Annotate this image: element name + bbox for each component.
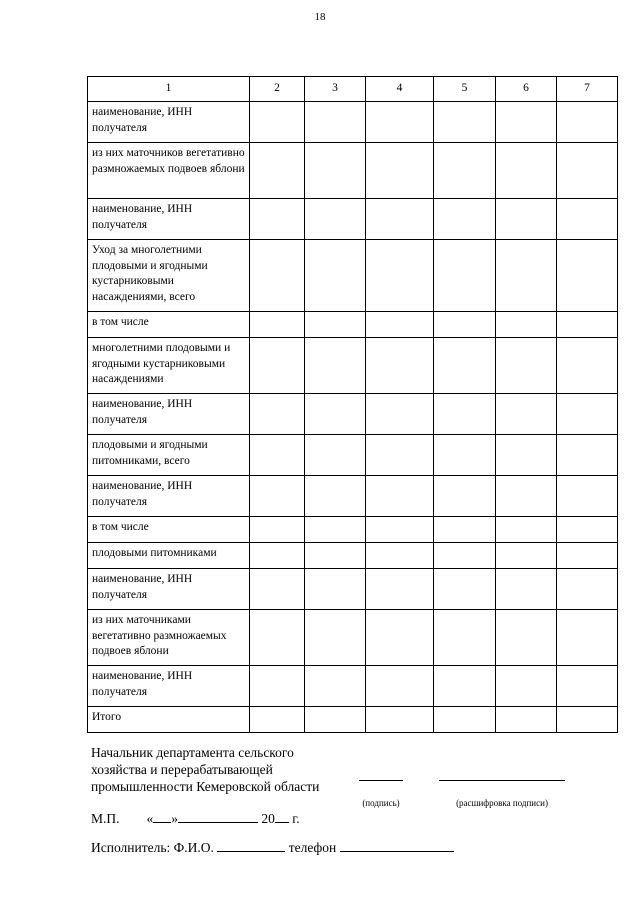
table-row (88, 143, 618, 199)
table-cell (434, 476, 496, 517)
table-row (88, 435, 618, 476)
row-label: плодовыми питомниками (88, 543, 250, 569)
signature-line (359, 780, 403, 781)
table-row (88, 666, 618, 707)
position-line-3: промышленности Кемеровской области (91, 779, 320, 794)
table-cell (366, 666, 434, 707)
table-row (88, 102, 618, 143)
table-cell (434, 610, 496, 666)
executor-name-blank (217, 851, 285, 852)
table-cell (250, 199, 305, 240)
table-cell (557, 199, 618, 240)
table-cell (250, 240, 305, 312)
table-cell (305, 199, 366, 240)
table-row (88, 199, 618, 240)
table-cell (496, 102, 557, 143)
table-cell (250, 102, 305, 143)
table-cell (366, 199, 434, 240)
table-cell (305, 312, 366, 338)
table-cell (496, 543, 557, 569)
table-row (88, 517, 618, 543)
table-cell (305, 666, 366, 707)
row-label: в том числе (88, 517, 250, 543)
table-cell (250, 666, 305, 707)
year-blank (275, 822, 289, 823)
year-suffix: г. (292, 811, 300, 826)
column-header: 2 (250, 77, 305, 102)
table-cell (496, 143, 557, 199)
table-cell (557, 666, 618, 707)
table-cell (305, 102, 366, 143)
table-cell (434, 240, 496, 312)
table-cell (557, 610, 618, 666)
table-cell (366, 569, 434, 610)
table-cell (434, 102, 496, 143)
table-header-row (88, 77, 618, 102)
table-row (88, 240, 618, 312)
column-header: 3 (305, 77, 366, 102)
table-cell (434, 312, 496, 338)
table-cell (250, 569, 305, 610)
table-cell (434, 569, 496, 610)
table-cell (305, 338, 366, 394)
phone-label: телефон (288, 840, 337, 855)
table-cell (305, 569, 366, 610)
row-label: плодовыми и ягодными питомниками, всего (88, 435, 250, 476)
table-cell (434, 666, 496, 707)
table-row (88, 707, 618, 733)
table-cell (496, 569, 557, 610)
table-cell (366, 312, 434, 338)
table-cell (496, 312, 557, 338)
table-row (88, 610, 618, 666)
table-row (88, 569, 618, 610)
row-label: Уход за многолетними плодовыми и ягодными кустарниковыми насаждениями, всего (88, 240, 250, 312)
column-header: 1 (88, 77, 250, 102)
table-cell (250, 476, 305, 517)
year-prefix: 20 (261, 811, 275, 826)
row-label: наименование, ИНН получателя (88, 394, 250, 435)
table-cell (305, 610, 366, 666)
table-cell (434, 394, 496, 435)
table-cell (496, 394, 557, 435)
row-label: наименование, ИНН получателя (88, 476, 250, 517)
stamp-label: М.П. (91, 811, 120, 826)
table-cell (366, 476, 434, 517)
table-cell (305, 240, 366, 312)
table-cell (305, 707, 366, 733)
table-cell (305, 517, 366, 543)
table-cell (366, 435, 434, 476)
table-cell (496, 476, 557, 517)
table-cell (366, 240, 434, 312)
table-cell (496, 610, 557, 666)
table-row (88, 312, 618, 338)
table-cell (305, 435, 366, 476)
table-cell (250, 707, 305, 733)
table-cell (305, 476, 366, 517)
table-cell (557, 394, 618, 435)
row-label: наименование, ИНН получателя (88, 199, 250, 240)
table-cell (250, 143, 305, 199)
table-cell (557, 569, 618, 610)
table-cell (366, 143, 434, 199)
table-cell (557, 707, 618, 733)
table-cell (250, 435, 305, 476)
executor-label: Исполнитель: Ф.И.О. (91, 840, 214, 855)
table-cell (557, 312, 618, 338)
table-cell (496, 707, 557, 733)
table-cell (366, 394, 434, 435)
position-line-1: Начальник департамента сельского (91, 745, 294, 760)
phone-blank (340, 851, 454, 852)
table-cell (434, 517, 496, 543)
table-cell (557, 240, 618, 312)
table-row (88, 543, 618, 569)
signature-caption: (подпись) (362, 798, 400, 808)
table-cell (434, 543, 496, 569)
table-cell (366, 517, 434, 543)
table-row (88, 338, 618, 394)
row-label: из них маточниками вегетативно размножаемых подвоев яблони (88, 610, 250, 666)
table-cell (250, 338, 305, 394)
row-label: Итого (88, 707, 250, 733)
date-close-quote: » (171, 811, 179, 826)
day-blank (153, 822, 171, 823)
stamp-date-line (91, 810, 300, 827)
table-cell (496, 240, 557, 312)
row-label: многолетними плодовыми и ягодными кустарниковыми насаждениями (88, 338, 250, 394)
executor-line (91, 839, 454, 856)
table-cell (250, 312, 305, 338)
position-title (91, 744, 319, 795)
row-label: наименование, ИНН получателя (88, 666, 250, 707)
table-cell (434, 707, 496, 733)
date-open-quote: « (146, 811, 154, 826)
table-cell (434, 199, 496, 240)
table-cell (557, 143, 618, 199)
report-table (87, 76, 618, 733)
table-cell (496, 435, 557, 476)
table-cell (366, 543, 434, 569)
table-cell (557, 517, 618, 543)
table-cell (366, 707, 434, 733)
row-label: из них маточников вегетативно размножаемых подвоев яблони (88, 143, 250, 199)
month-blank (178, 822, 258, 823)
table-row (88, 476, 618, 517)
table-cell (557, 102, 618, 143)
table-cell (366, 338, 434, 394)
table-cell (496, 199, 557, 240)
row-label: наименование, ИНН получателя (88, 569, 250, 610)
column-header: 5 (434, 77, 496, 102)
decoding-caption: (расшифровка подписи) (456, 798, 548, 808)
table-cell (557, 543, 618, 569)
table-cell (496, 666, 557, 707)
table-cell (496, 338, 557, 394)
table-cell (557, 476, 618, 517)
table-cell (557, 435, 618, 476)
row-label: наименование, ИНН получателя (88, 102, 250, 143)
table-cell (557, 338, 618, 394)
table-cell (250, 394, 305, 435)
table-cell (305, 543, 366, 569)
page-number: 18 (314, 11, 326, 23)
row-label: в том числе (88, 312, 250, 338)
column-header: 6 (496, 77, 557, 102)
decoding-line (439, 780, 565, 781)
table-cell (366, 102, 434, 143)
table-cell (305, 143, 366, 199)
table-cell (250, 543, 305, 569)
column-header: 4 (366, 77, 434, 102)
column-header: 7 (557, 77, 618, 102)
table-cell (250, 610, 305, 666)
table-cell (434, 338, 496, 394)
table-cell (366, 610, 434, 666)
table-cell (496, 517, 557, 543)
table-cell (434, 435, 496, 476)
position-line-2: хозяйства и перерабатывающей (91, 762, 273, 777)
table-cell (250, 517, 305, 543)
table-cell (305, 394, 366, 435)
table-cell (434, 143, 496, 199)
table-row (88, 394, 618, 435)
